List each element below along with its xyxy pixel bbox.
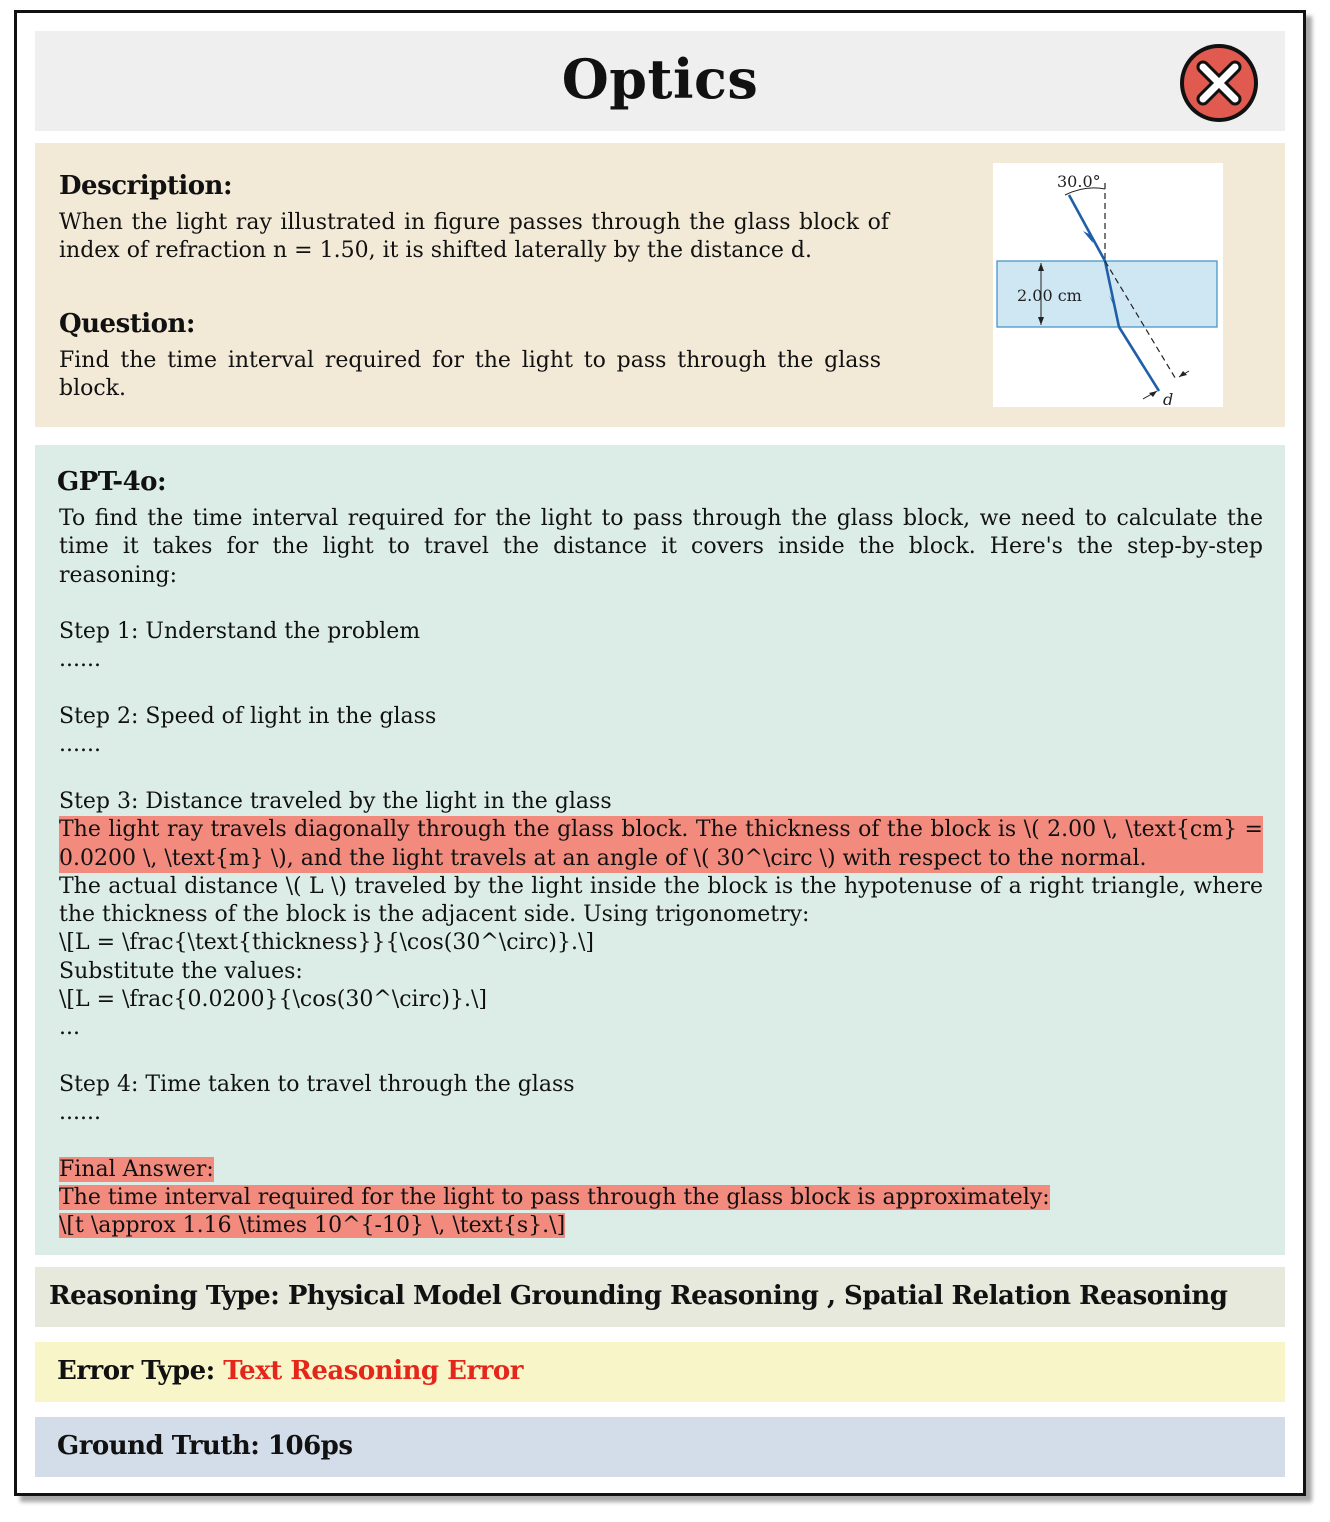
- error-type: [57, 1356, 523, 1386]
- step-2-ellipsis: ......: [59, 732, 101, 758]
- error-type-label: Error Type:: [57, 1356, 215, 1386]
- card-frame: [14, 10, 1306, 1496]
- question-label: Question:: [59, 309, 195, 339]
- step-3-explanation: The actual distance \( L \) traveled by the light inside the block is the hypotenuse of a right triangle, where the thickness of the block is the adjacent side. Using trigonometry:: [59, 873, 1263, 928]
- step-3-error-highlight: The light ray travels diagonally through the glass block. The thickness of the block is \( 2.00 \, \text{cm} = 0.0200 \, \text{m} \), and the light travels at an angle of \( 30^\circ \) with respect to the normal.: [59, 816, 1263, 873]
- final-answer-label: Final Answer:: [59, 1156, 214, 1182]
- description-label: Description:: [59, 171, 233, 201]
- page-title: Optics: [561, 47, 759, 111]
- model-label: GPT-4o:: [57, 467, 167, 497]
- shift-label: d: [1163, 390, 1174, 407]
- formula-1: \[L = \frac{\text{thickness}}{\cos(30^\circ)}.\]: [59, 930, 594, 956]
- model-response-panel: [35, 445, 1285, 1255]
- glass-block-figure: [993, 163, 1223, 407]
- model-response: [59, 505, 1263, 1241]
- step-3-ellipsis: ...: [59, 1015, 80, 1041]
- response-intro: To find the time interval required for the light to pass through the glass block, we need to calculate the time it takes for the light to travel the distance it covers inside the block. Here's the step-by-step reasoning:: [59, 506, 1263, 588]
- ground-truth: Ground Truth: 106ps: [57, 1431, 353, 1461]
- reasoning-type-panel: [35, 1267, 1285, 1327]
- substitute-line: Substitute the values:: [59, 958, 303, 984]
- angle-label: 30.0°: [1057, 172, 1101, 191]
- reasoning-type: Reasoning Type: Physical Model Grounding Reasoning , Spatial Relation Reasoning: [49, 1281, 1228, 1311]
- formula-2: \[L = \frac{0.0200}{\cos(30^\circ)}.\]: [59, 987, 487, 1013]
- error-type-panel: [35, 1342, 1285, 1402]
- problem-panel: [35, 143, 1285, 427]
- step-4-ellipsis: ......: [59, 1100, 101, 1126]
- error-type-value: Text Reasoning Error: [223, 1356, 523, 1386]
- final-answer-formula: \[t \approx 1.16 \times 10^{-10} \, \text{s}.\]: [59, 1213, 566, 1239]
- step-2-title: Step 2: Speed of light in the glass: [59, 704, 437, 730]
- final-answer-text: The time interval required for the light to pass through the glass block is approximately:: [59, 1185, 1050, 1211]
- ground-truth-panel: [35, 1417, 1285, 1477]
- description-text: When the light ray illustrated in figure passes through the glass block of index of refraction n = 1.50, it is shifted laterally by the distance d.: [59, 210, 889, 263]
- thickness-label: 2.00 cm: [1017, 286, 1082, 305]
- step-1-ellipsis: ......: [59, 647, 101, 673]
- step-4-title: Step 4: Time taken to travel through the glass: [59, 1071, 575, 1097]
- question-text: Find the time interval required for the light to pass through the glass block.: [59, 348, 881, 401]
- step-3-title: Step 3: Distance traveled by the light in the glass: [59, 788, 612, 814]
- title-bar: [35, 31, 1285, 131]
- close-x-circle-icon: [1177, 41, 1261, 125]
- step-1-title: Step 1: Understand the problem: [59, 619, 421, 645]
